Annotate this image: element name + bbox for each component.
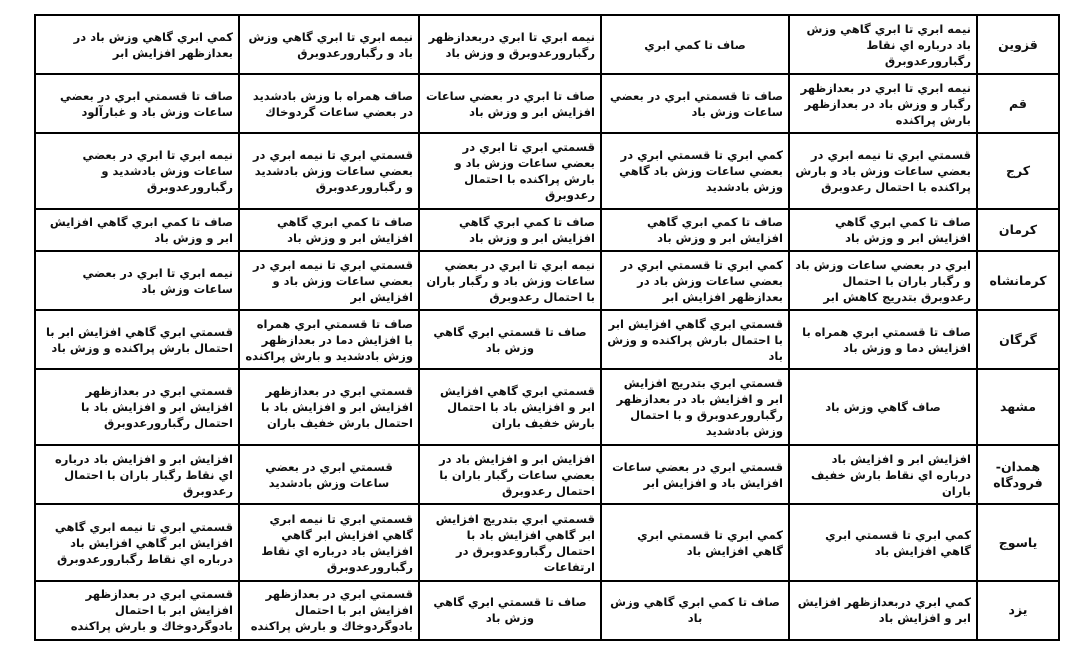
forecast-cell: قسمتي ابري تا نيمه ابري در بعضي ساعات وزش باد و افزايش ابر [239, 251, 419, 310]
forecast-cell: قسمتي ابري تا نيمه ابري در بعضي ساعات وزش باد و بارش پراكنده با احتمال رعدوبرق [789, 133, 977, 209]
forecast-cell: نيمه ابري تا ابري در بعضي ساعات وزش باد [35, 251, 239, 310]
forecast-cell: صاف تا كمي ابري گاهي وزش باد [601, 581, 789, 640]
table-row [35, 74, 1059, 133]
forecast-cell: افزايش ابر و افزايش باد درباره اي نقاط بارش خفيف باران [789, 445, 977, 504]
forecast-cell: قسمتي ابري بتدريج افزايش ابر گاهي افزايش باد با احتمال رگباروعدوبرق در ارتفاعات [419, 504, 601, 580]
table-row [35, 15, 1059, 74]
forecast-cell: قسمتي ابري گاهي افزايش ابر با احتمال بارش پراكنده و وزش باد [601, 310, 789, 369]
forecast-cell: ابري در بعضي ساعات وزش باد و رگبار باران با احتمال رعدوبرق بتدريج كاهش ابر [789, 251, 977, 310]
forecast-cell: صاف تا قسمتي ابري گاهي وزش باد [419, 581, 601, 640]
forecast-cell: صاف تا كمي ابري گاهي افزايش ابر و وزش باد [601, 209, 789, 251]
forecast-cell: صاف گاهي وزش باد [789, 369, 977, 445]
forecast-cell: نيمه ابري تا ابري در بعدازظهر رگبار و وزش باد در بعدازظهر بارش پراكنده [789, 74, 977, 133]
forecast-cell: صاف تا قسمتي ابري گاهي وزش باد [419, 310, 601, 369]
forecast-cell: قسمتي ابري تا نيمه ابري گاهي افزايش ابر گاهي افزايش باد درباره اي نقاط رگبارورعدوبرق [239, 504, 419, 580]
forecast-cell: قسمتي ابري در بعدازظهر افزايش ابر و افزايش باد با احتمال رگبارورعدوبرق [35, 369, 239, 445]
weather-forecast-table [34, 14, 1060, 641]
table-row [35, 445, 1059, 504]
forecast-cell: نيمه ابري تا ابري در بعضي ساعات وزش باد و رگبار باران با احتمال رعدوبرق [419, 251, 601, 310]
forecast-cell: نيمه ابري تا ابري گاهي وزش باد و رگبارورعدوبرق [239, 15, 419, 74]
forecast-cell: صاف تا قسمتي ابري در بعضي ساعات وزش باد و غبارآلود [35, 74, 239, 133]
forecast-cell: قسمتي ابري تا ابري در بعضي ساعات وزش باد و بارش پراكنده با احتمال رعدوبرق [419, 133, 601, 209]
table-body [35, 15, 1059, 640]
forecast-cell: قسمتي ابري در بعدازظهر افزايش ابر و افزايش باد با احتمال بارش خفيف باران [239, 369, 419, 445]
forecast-cell: قسمتي ابري گاهي افزايش ابر و افزايش باد با احتمال بارش خفيف باران [419, 369, 601, 445]
table-row [35, 133, 1059, 209]
forecast-cell: كمي ابري تا قسمتي ابري گاهي افزايش باد [601, 504, 789, 580]
forecast-cell: قسمتي ابري تا نيمه ابري در بعضي ساعات وزش بادشديد و رگبارورعدوبرق [239, 133, 419, 209]
forecast-cell: افزايش ابر و افزايش باد درباره اي نقاط رگبار باران با احتمال رعدوبرق [35, 445, 239, 504]
forecast-cell: نيمه ابري تا ابري گاهي وزش باد درباره اي نقاط رگبارورعدوبرق [789, 15, 977, 74]
table-row [35, 504, 1059, 580]
city-name: كرج [977, 133, 1059, 209]
forecast-cell: قسمتي ابري تا نيمه ابري گاهي افزايش ابر گاهي افزايش باد درباره اي نقاط رگبارورعدوبرق [35, 504, 239, 580]
city-name: كرمانشاه [977, 251, 1059, 310]
forecast-cell: صاف تا قسمتي ابري همراه با افزايش دما و وزش باد [789, 310, 977, 369]
forecast-cell: كمي ابري دربعدازظهر افزايش ابر و افزايش باد [789, 581, 977, 640]
forecast-cell: صاف تا كمي ابري گاهي افزايش ابر و وزش باد [789, 209, 977, 251]
city-name: همدان- فرودگاه [977, 445, 1059, 504]
forecast-table-wrapper [34, 14, 1058, 641]
forecast-cell: قسمتي ابري در بعدازظهر افزايش ابر با احتمال بادوگردوخاك و بارش پراكنده [35, 581, 239, 640]
forecast-cell: قسمتي ابري گاهي افزايش ابر با احتمال بارش پراكنده و وزش باد [35, 310, 239, 369]
forecast-cell: كمي ابري تا قسمتي ابري گاهي افزايش باد [789, 504, 977, 580]
forecast-cell: صاف تا ابري در بعضي ساعات افزايش ابر و وزش باد [419, 74, 601, 133]
forecast-cell: صاف تا كمي ابري گاهي افزايش ابر و وزش باد [239, 209, 419, 251]
forecast-cell: نيمه ابري تا ابري در بعضي ساعات وزش بادشديد و رگبارورعدوبرق [35, 133, 239, 209]
table-row [35, 209, 1059, 251]
forecast-cell: كمي ابري تا قسمتي ابري در بعضي ساعات وزش باد گاهي وزش بادشديد [601, 133, 789, 209]
table-row [35, 581, 1059, 640]
forecast-cell: افزايش ابر و افزايش باد در بعضي ساعات رگبار باران با احتمال رعدوبرق [419, 445, 601, 504]
forecast-cell: صاف همراه با وزش بادشديد در بعضي ساعات گردوخاك [239, 74, 419, 133]
city-name: گرگان [977, 310, 1059, 369]
city-name: ياسوج [977, 504, 1059, 580]
table-row [35, 251, 1059, 310]
forecast-cell: صاف تا كمي ابري [601, 15, 789, 74]
forecast-cell: قسمتي ابري بتدريج افزايش ابر و افزايش باد در بعدازظهر رگبارورعدوبرق و با احتمال وزش بادشديد [601, 369, 789, 445]
forecast-cell: كمي ابري تا قسمتي ابري در بعضي ساعات وزش باد در بعدازظهر افزايش ابر [601, 251, 789, 310]
forecast-cell: قسمتي ابري در بعدازظهر افزايش ابر با احتمال بادوگردوخاك و بارش پراكنده [239, 581, 419, 640]
forecast-cell: صاف تا قسمتي ابري همراه با افزايش دما در بعدازظهر وزش بادشديد و بارش پراكنده [239, 310, 419, 369]
city-name: قزوين [977, 15, 1059, 74]
city-name: قم [977, 74, 1059, 133]
forecast-cell: نيمه ابري تا ابري دربعدازظهر رگبارورعدوبرق و وزش باد [419, 15, 601, 74]
forecast-cell: صاف تا كمي ابري گاهي افزايش ابر و وزش باد [419, 209, 601, 251]
forecast-cell: صاف تا قسمتي ابري در بعضي ساعات وزش باد [601, 74, 789, 133]
table-row [35, 310, 1059, 369]
table-row [35, 369, 1059, 445]
forecast-cell: قسمتي ابري در بعضي ساعات وزش بادشديد [239, 445, 419, 504]
forecast-cell: كمي ابري گاهي وزش باد در بعدازظهر افزايش ابر [35, 15, 239, 74]
forecast-cell: صاف تا كمي ابري گاهي افزايش ابر و وزش باد [35, 209, 239, 251]
city-name: يزد [977, 581, 1059, 640]
city-name: مشهد [977, 369, 1059, 445]
city-name: كرمان [977, 209, 1059, 251]
forecast-cell: قسمتي ابري در بعضي ساعات افزايش باد و افزايش ابر [601, 445, 789, 504]
